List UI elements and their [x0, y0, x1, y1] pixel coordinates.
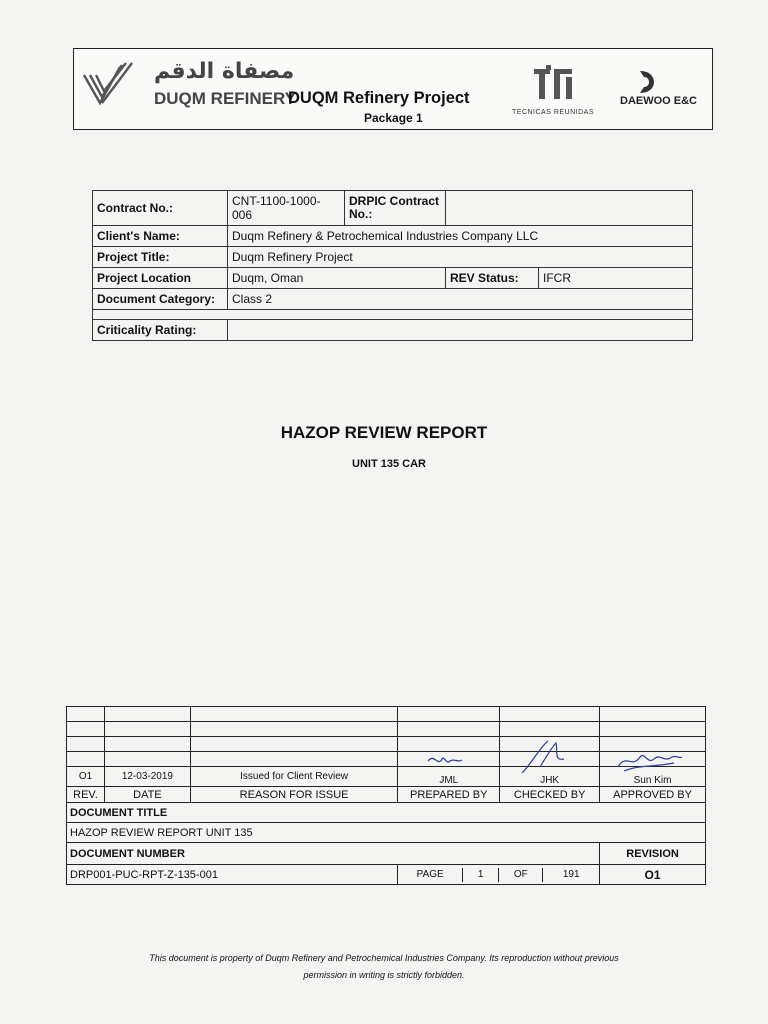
document-subtitle: UNIT 135 CAR	[352, 458, 426, 470]
footer-line-2: permission in writing is strictly forbidden.	[303, 970, 465, 980]
rev-row-date: 12-03-2019	[104, 767, 190, 787]
hdr-prepared: PREPARED BY	[398, 787, 500, 803]
daewoo-logo-icon	[636, 69, 656, 95]
project-title-value: Duqm Refinery Project	[228, 247, 693, 268]
duqm-refinery-logo-icon	[82, 61, 134, 111]
contract-no-value: CNT-1100-1000-006	[228, 191, 345, 226]
drpic-label: DRPIC Contract No.:	[345, 191, 446, 226]
hdr-checked: CHECKED BY	[500, 787, 600, 803]
arabic-company-name: مصفاة الدقم	[154, 59, 295, 84]
document-category-label: Document Category:	[93, 289, 228, 310]
hdr-approved: APPROVED BY	[600, 787, 706, 803]
document-number-value: DRP001-PUC-RPT-Z-135-001	[67, 865, 398, 885]
page-info	[398, 865, 600, 885]
approved-name: Sun Kim	[633, 775, 672, 786]
hdr-date: DATE	[104, 787, 190, 803]
spacer-row	[93, 310, 693, 320]
rev-row-prepared	[398, 767, 500, 787]
hdr-rev: REV.	[67, 787, 105, 803]
rev-row-approved	[600, 767, 706, 787]
of-label: OF	[499, 868, 543, 882]
rev-row-reason: Issued for Client Review	[190, 767, 398, 787]
document-header	[73, 48, 713, 130]
rev-status-value: IFCR	[539, 268, 693, 289]
signature-approved-icon	[614, 747, 684, 775]
footer-line-1: This document is property of Duqm Refinery and Petrochemical Industries Company. Its reproduction without previous	[149, 953, 619, 963]
checked-initials: JHK	[540, 775, 560, 786]
document-number-label: DOCUMENT NUMBER	[67, 843, 600, 865]
page-number: 1	[463, 868, 499, 882]
partner-tecnicas-reunidas: TECNICAS REUNIDAS	[512, 109, 595, 116]
company-brand: DUQM REFINERY	[154, 89, 296, 108]
partner-daewoo: DAEWOO E&C	[620, 95, 697, 107]
revision-table	[66, 706, 706, 885]
document-category-value: Class 2	[228, 289, 693, 310]
footer-notice	[0, 950, 768, 984]
client-label: Client's Name:	[93, 226, 228, 247]
drpic-value	[446, 191, 693, 226]
signature-prepared-icon	[424, 751, 464, 773]
rev-status-label: REV Status:	[446, 268, 539, 289]
total-pages: 191	[562, 869, 580, 880]
signature-checked-icon	[518, 737, 568, 777]
revision-value: O1	[600, 865, 706, 885]
project-title-label: Project Title:	[93, 247, 228, 268]
contract-no-label: Contract No.:	[93, 191, 228, 226]
document-title-value: HAZOP REVIEW REPORT UNIT 135	[67, 823, 706, 843]
criticality-value	[228, 320, 693, 341]
package-label: Package 1	[364, 111, 423, 125]
project-name: DUQM Refinery Project	[288, 89, 470, 107]
project-location-value: Duqm, Oman	[228, 268, 446, 289]
document-main-title: HAZOP REVIEW REPORT	[280, 423, 488, 442]
revision-label: REVISION	[600, 843, 706, 865]
prepared-initials: JML	[439, 775, 459, 786]
project-location-label: Project Location	[93, 268, 228, 289]
rev-row-rev: O1	[67, 767, 105, 787]
page-label: PAGE	[398, 868, 462, 882]
criticality-label: Criticality Rating:	[93, 320, 228, 341]
document-title-label: DOCUMENT TITLE	[67, 803, 706, 823]
contract-info-table	[92, 190, 693, 341]
client-value: Duqm Refinery & Petrochemical Industries Company LLC	[228, 226, 693, 247]
tecnicas-reunidas-logo-icon	[510, 65, 598, 105]
hdr-reason: REASON FOR ISSUE	[190, 787, 398, 803]
rev-row-checked	[500, 767, 600, 787]
